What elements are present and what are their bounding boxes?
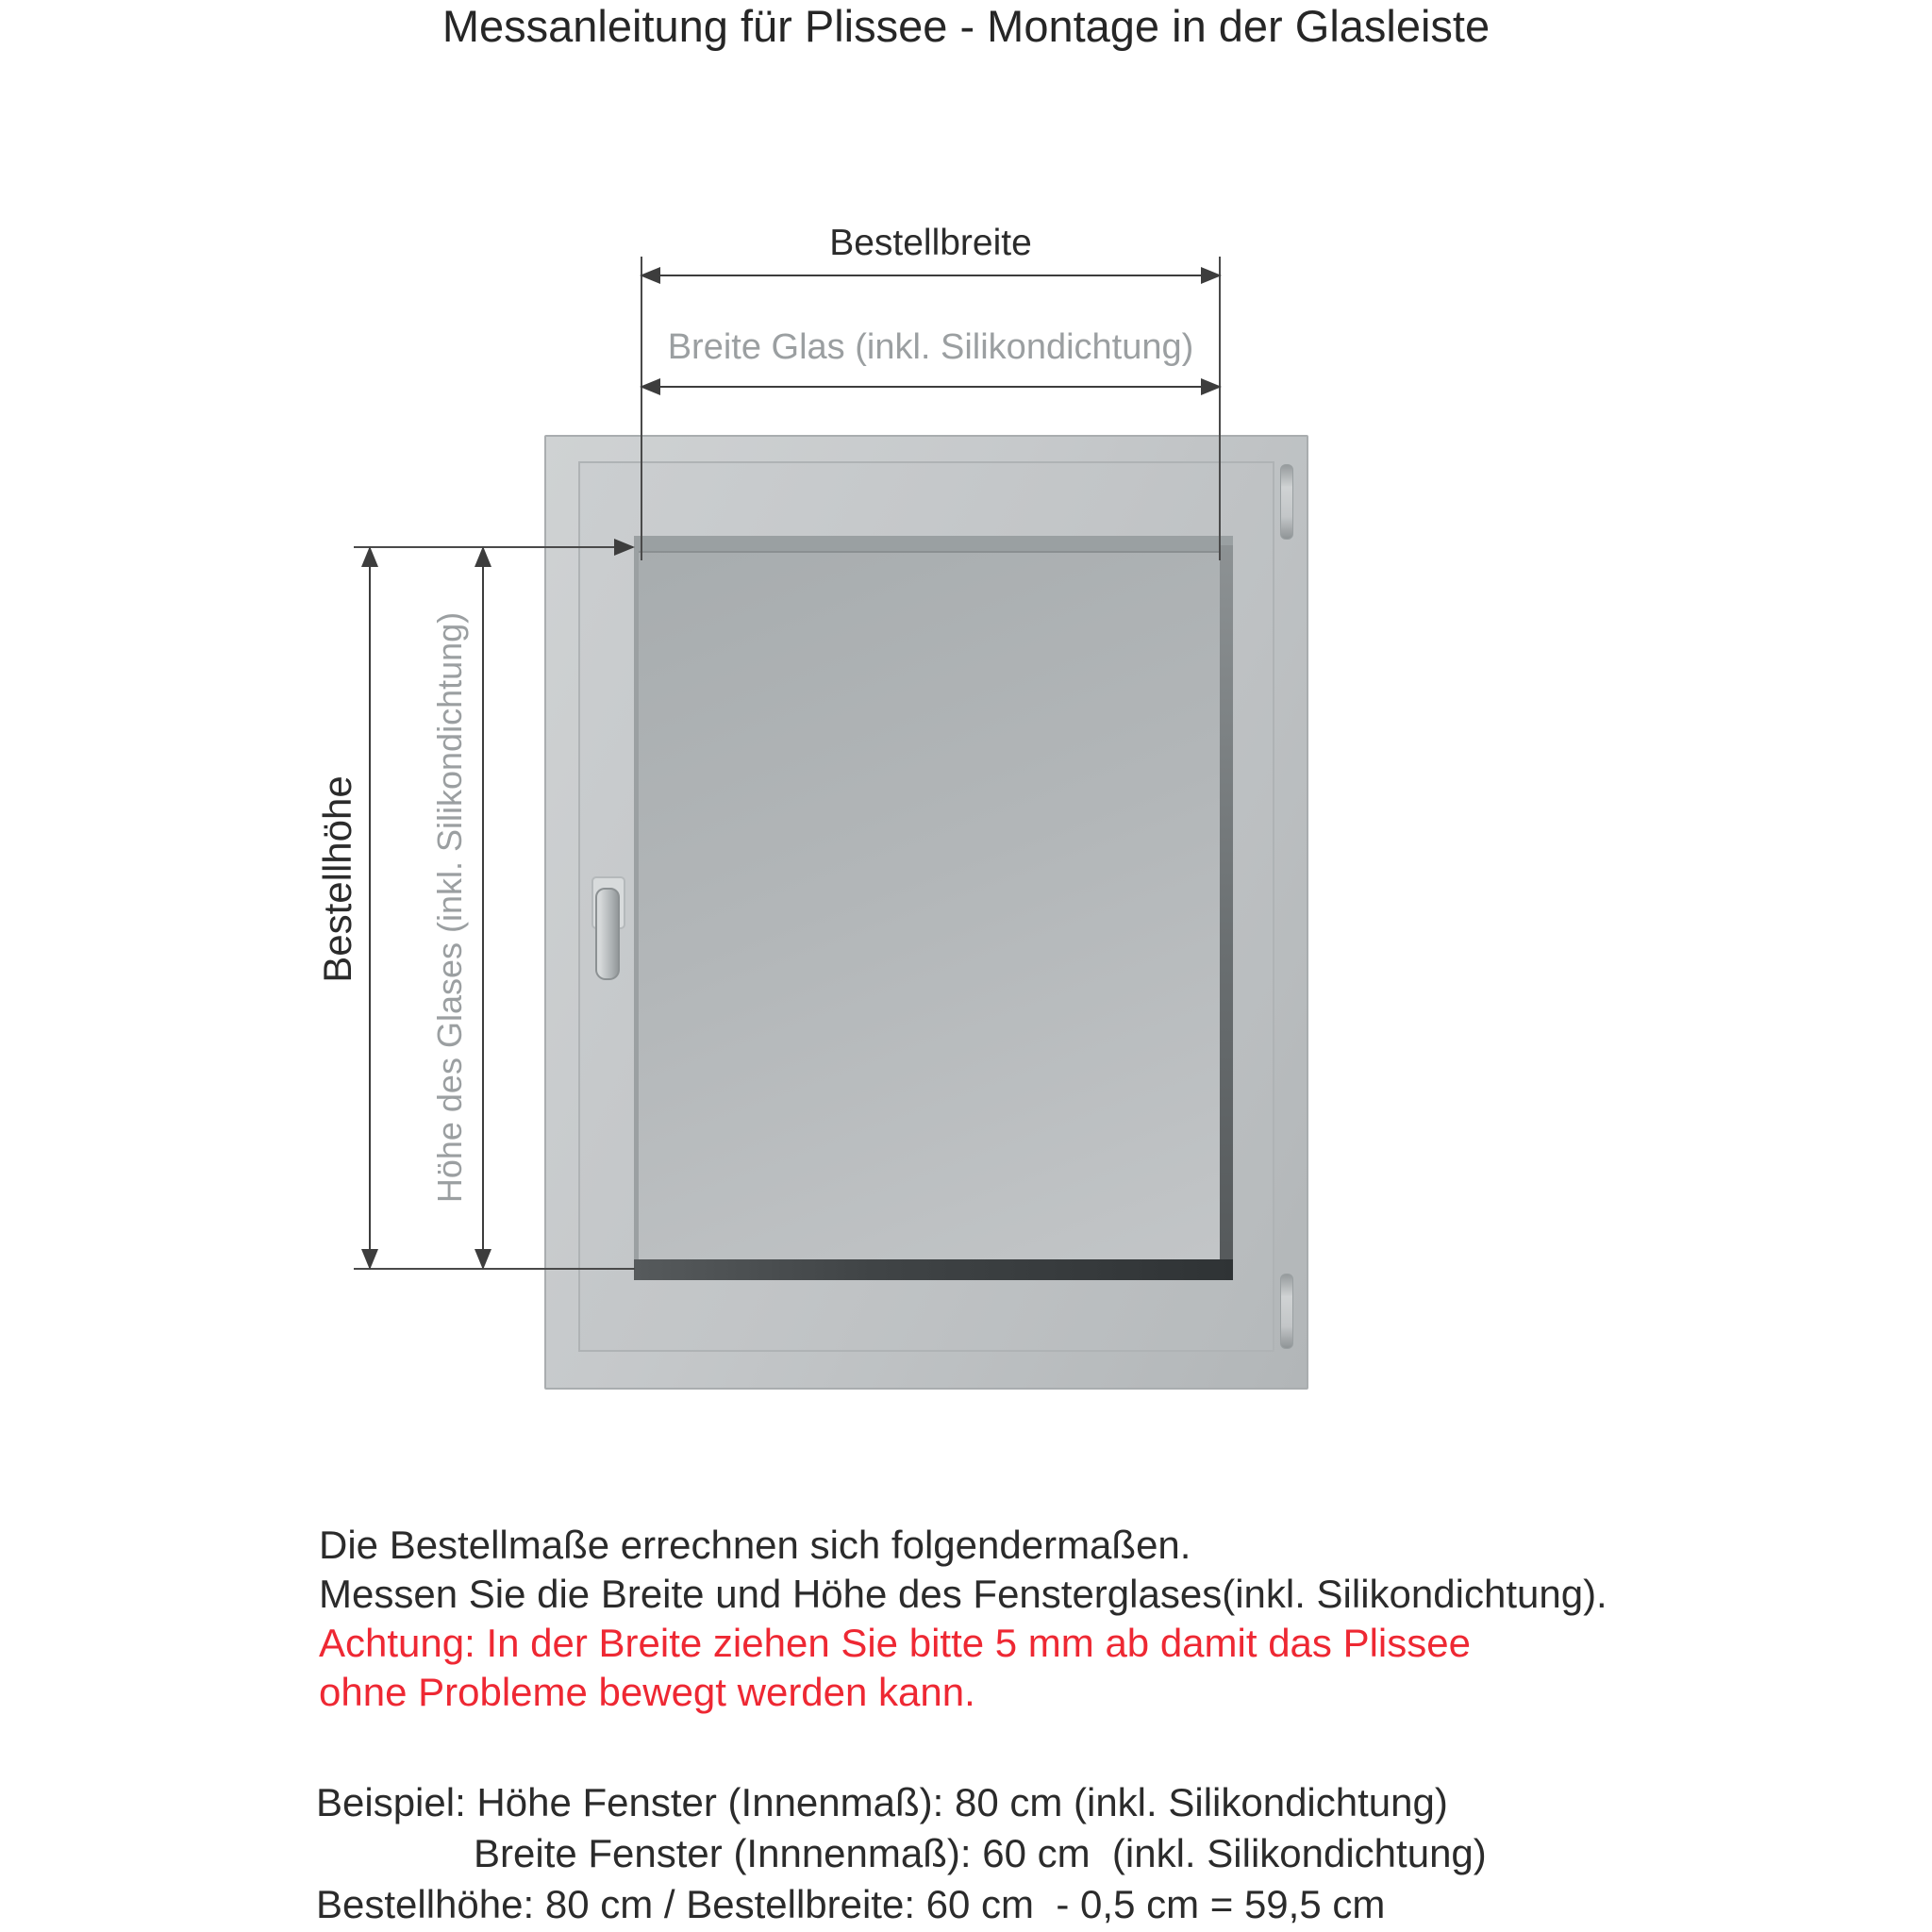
extension-line-width-left — [641, 257, 642, 560]
arrowhead-right-icon — [1201, 378, 1222, 395]
extension-line-height-bottom — [354, 1268, 635, 1270]
dimension-arrow-order-height — [369, 548, 371, 1268]
hinge-top-icon — [1280, 464, 1293, 540]
example-line: Breite Fenster (Innnenmaß): 60 cm (inkl. Silikondichtung) — [474, 1831, 1487, 1875]
label-glass-width: Breite Glas (inkl. Silikondichtung) — [667, 327, 1194, 367]
example-line: Bestellhöhe: 80 cm / Bestellbreite: 60 cm - 0,5 cm = 59,5 cm — [316, 1882, 1386, 1926]
window-glass — [634, 536, 1233, 1280]
label-glass-height: Höhe des Glases (inkl. Silikondichtung) — [430, 611, 469, 1204]
glass-top-glazing-bead — [634, 536, 1233, 553]
arrowhead-left-icon — [640, 378, 660, 395]
window-illustration — [544, 435, 1308, 1390]
glass-bottom-glazing-bead — [634, 1259, 1233, 1280]
arrowhead-down-icon — [361, 1249, 378, 1270]
warning-line: Achtung: In der Breite ziehen Sie bitte 5 mm ab damit das Plissee — [319, 1621, 1471, 1665]
example-line: Beispiel: Höhe Fenster (Innenmaß): 80 cm (inkl. Silikondichtung) — [316, 1780, 1448, 1824]
warning-line: ohne Probleme bewegt werden kann. — [319, 1670, 975, 1714]
dimension-arrow-glass-height — [482, 548, 484, 1268]
arrowhead-left-icon — [640, 267, 660, 284]
hinge-bottom-icon — [1280, 1274, 1293, 1349]
window-handle-icon — [595, 888, 620, 980]
glass-right-glazing-bead — [1220, 545, 1233, 1280]
arrowhead-up-icon — [361, 546, 378, 567]
label-order-width: Bestellbreite — [829, 223, 1032, 263]
instructions-block — [319, 1521, 1607, 1717]
arrowhead-right-icon — [614, 539, 635, 556]
label-order-height: Bestellhöhe — [315, 775, 359, 983]
instruction-line: Die Bestellmaße errechnen sich folgendermaßen. — [319, 1523, 1191, 1567]
example-block — [316, 1777, 1487, 1930]
extension-line-width-right — [1219, 257, 1221, 560]
page-title: Messanleitung für Plissee - Montage in der Glasleiste — [441, 1, 1491, 51]
arrowhead-right-icon — [1201, 267, 1222, 284]
arrowhead-down-icon — [475, 1249, 491, 1270]
dimension-arrow-order-width — [641, 275, 1220, 276]
instruction-line: Messen Sie die Breite und Höhe des Fensterglases(inkl. Silikondichtung). — [319, 1572, 1607, 1616]
dimension-arrow-glass-width — [641, 386, 1220, 388]
arrowhead-up-icon — [475, 546, 491, 567]
extension-line-height-top — [354, 546, 633, 548]
glass-left-edge — [634, 536, 639, 1280]
